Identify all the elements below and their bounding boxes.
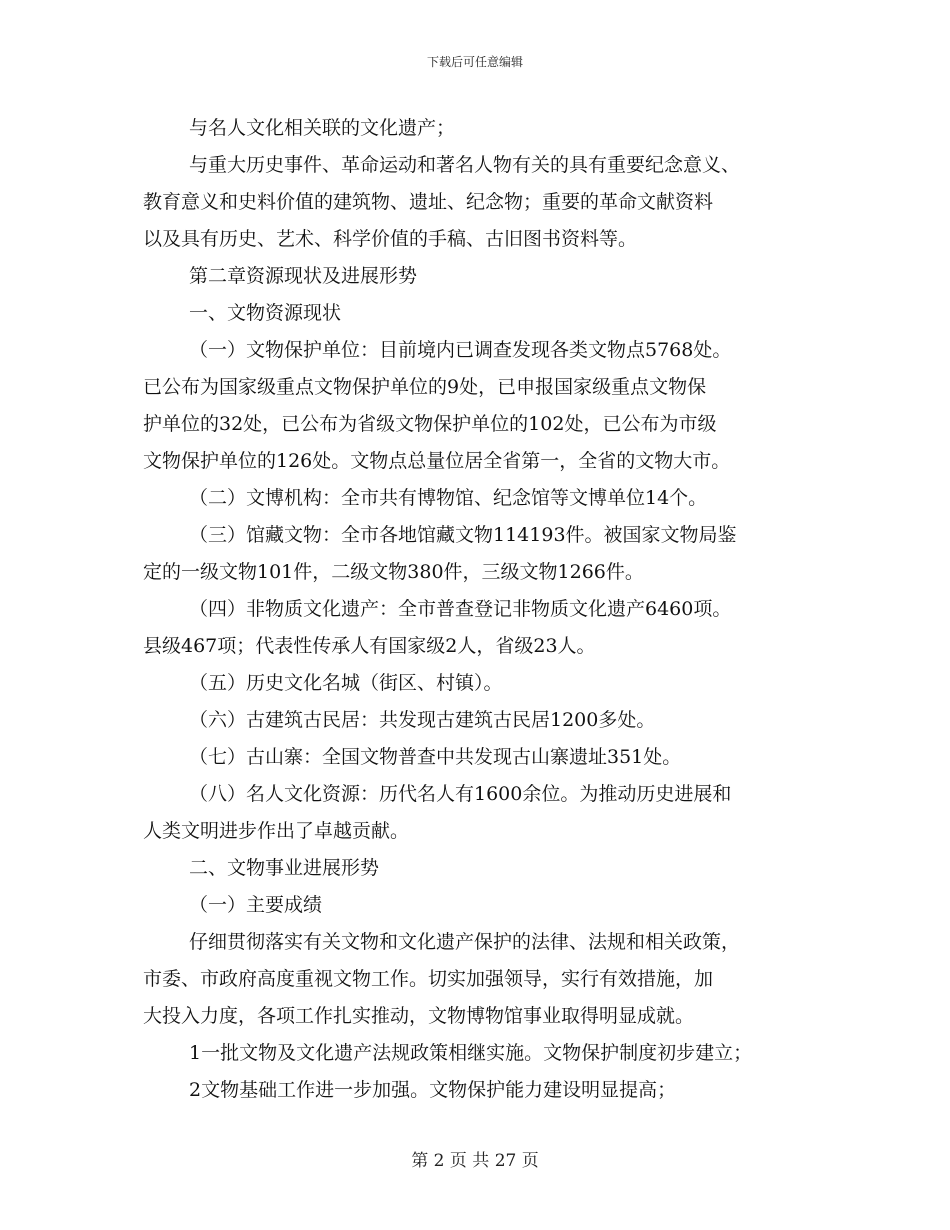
text-line: 县级467项；代表性传承人有国家级2人，省级23人。 bbox=[143, 635, 596, 657]
text-line: 第二章资源现状及进展形势 bbox=[189, 265, 418, 287]
text-line: 定的一级文物101件，二级文物380件，三级文物1266件。 bbox=[143, 561, 644, 583]
text-line: （四）非物质文化遗产：全市普查登记非物质文化遗产6460项。 bbox=[189, 598, 732, 620]
text-line: 教育意义和史料价值的建筑物、遗址、纪念物；重要的革命文献资料 bbox=[143, 191, 714, 213]
text-line: 护单位的32处，已公布为省级文物保护单位的102处，已公布为市级 bbox=[143, 413, 717, 435]
text-line: （一）主要成绩 bbox=[189, 894, 323, 916]
page-footer: 第 2 页 共 27 页 bbox=[411, 1151, 539, 1171]
text-line: 人类文明进步作出了卓越贡献。 bbox=[143, 820, 410, 842]
page-header: 下载后可任意编辑 bbox=[426, 55, 523, 69]
document-body bbox=[143, 110, 813, 1109]
text-line: 1一批文物及文化遗产法规政策相继实施。文物保护制度初步建立； bbox=[189, 1042, 753, 1064]
text-line: 与重大历史事件、革命运动和著名人物有关的具有重要纪念意义、 bbox=[189, 154, 741, 176]
text-line: （七）古山寨：全国文物普查中共发现古山寨遗址351处。 bbox=[189, 746, 682, 768]
text-line: （三）馆藏文物：全市各地馆藏文物114193件。被国家文物局鉴 bbox=[189, 524, 737, 546]
text-line: （一）文物保护单位：目前境内已调查发现各类文物点5768处。 bbox=[189, 339, 732, 361]
text-line: 仔细贯彻落实有关文物和文化遗产保护的法律、法规和相关政策， bbox=[189, 931, 741, 953]
text-line: 一、文物资源现状 bbox=[189, 302, 342, 324]
text-line: 文物保护单位的126处。文物点总量位居全省第一，全省的文物大市。 bbox=[143, 450, 731, 472]
text-line: （二）文博机构：全市共有博物馆、纪念馆等文博单位14个。 bbox=[189, 487, 708, 509]
text-line: 2文物基础工作进一步加强。文物保护能力建设明显提高； bbox=[189, 1079, 677, 1101]
text-line: 二、文物事业进展形势 bbox=[189, 857, 380, 879]
text-line: （五）历史文化名城（街区、村镇）。 bbox=[189, 672, 503, 694]
text-line: 与名人文化相关联的文化遗产； bbox=[189, 117, 456, 139]
text-line: 市委、市政府高度重视文物工作。切实加强领导，实行有效措施，加 bbox=[143, 968, 714, 990]
text-line: （六）古建筑古民居：共发现古建筑古民居1200多处。 bbox=[189, 709, 656, 731]
text-line: （八）名人文化资源：历代名人有1600余位。为推动历史进展和 bbox=[189, 783, 732, 805]
text-line: 以及具有历史、艺术、科学价值的手稿、古旧图书资料等。 bbox=[143, 228, 638, 250]
text-line: 已公布为国家级重点文物保护单位的9处，已申报国家级重点文物保 bbox=[143, 376, 707, 398]
text-line: 大投入力度，各项工作扎实推动，文物博物馆事业取得明显成就。 bbox=[143, 1005, 695, 1027]
